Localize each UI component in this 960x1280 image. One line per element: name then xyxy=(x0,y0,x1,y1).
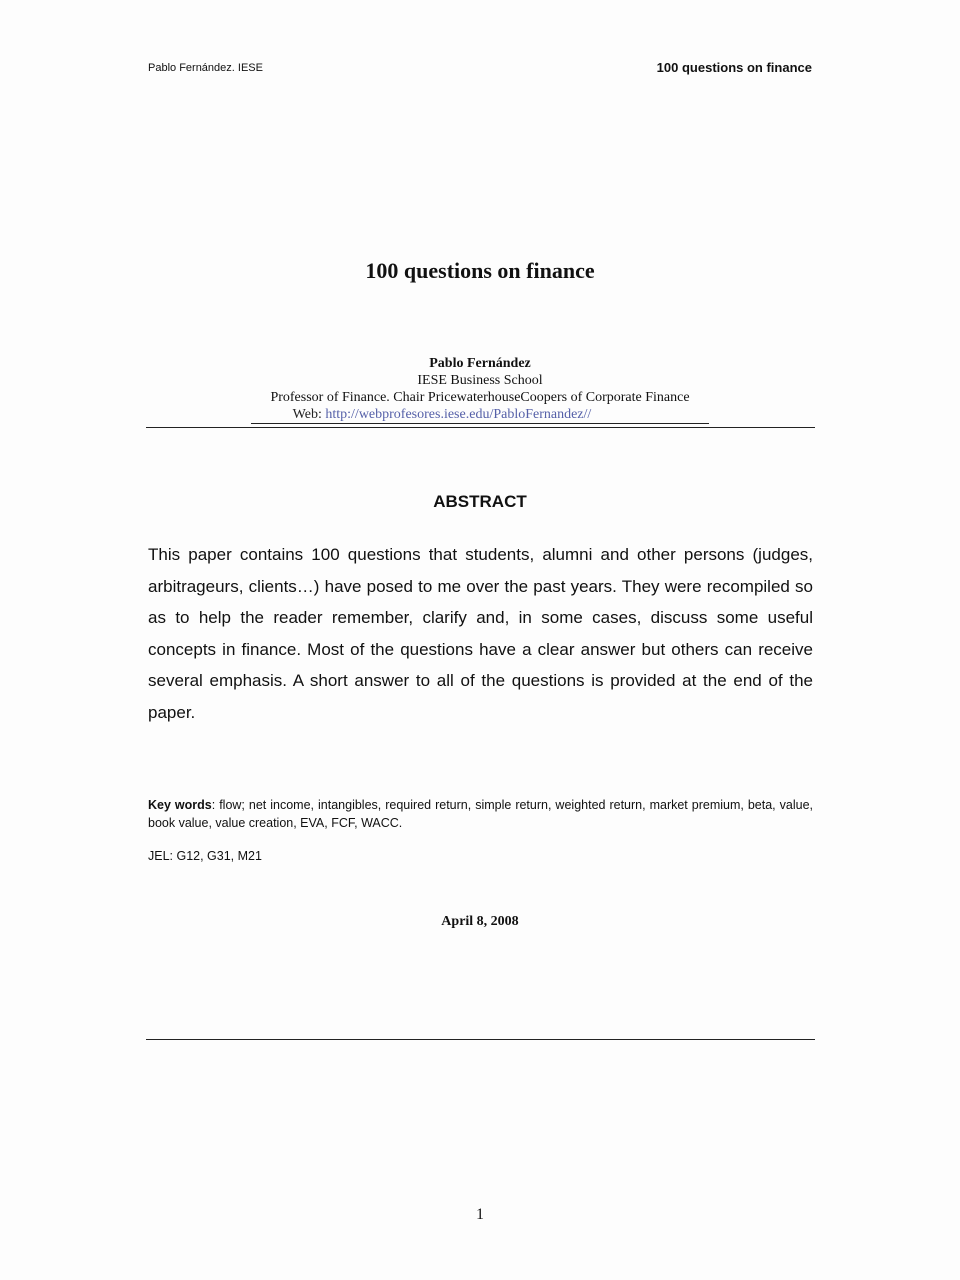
author-web-link[interactable]: http://webprofesores.iese.edu/PabloFernandez// xyxy=(325,407,592,422)
running-header-title: 100 questions on finance xyxy=(656,60,812,75)
author-institution: IESE Business School xyxy=(417,373,543,388)
abstract-heading: ABSTRACT xyxy=(433,492,527,511)
keywords-label: Key words xyxy=(148,798,212,812)
abstract-text: This paper contains 100 questions that students, alumni and other persons (judges, arbitrageurs, clients…) have posed to me over the past years. They were recompiled so as to help the reader remember, clarify and, in some cases, discuss some useful concepts in finance. Most of the questions have a clear answer but others can receive several emphasis. A short answer to all of the questions is provided at the end of the paper. xyxy=(148,545,813,722)
paper-title: 100 questions on finance xyxy=(365,258,595,283)
page-number: 1 xyxy=(476,1206,484,1223)
keywords-text: : flow; net income, intangibles, required return, simple return, weighted return, market premium, beta, value, book value, value creation, EVA, FCF, WACC. xyxy=(148,798,813,830)
author-name: Pablo Fernández xyxy=(429,356,531,371)
author-web-line xyxy=(251,406,710,424)
bottom-divider xyxy=(146,1039,815,1040)
keywords xyxy=(148,796,813,832)
author-position: Professor of Finance. Chair PricewaterhouseCoopers of Corporate Finance xyxy=(270,390,690,405)
jel-codes: JEL: G12, G31, M21 xyxy=(148,849,262,863)
running-header-author: Pablo Fernández. IESE xyxy=(148,62,263,74)
author-block xyxy=(0,355,960,424)
web-label: Web: xyxy=(292,407,322,422)
paper-date: April 8, 2008 xyxy=(441,914,519,929)
top-divider xyxy=(146,427,815,428)
